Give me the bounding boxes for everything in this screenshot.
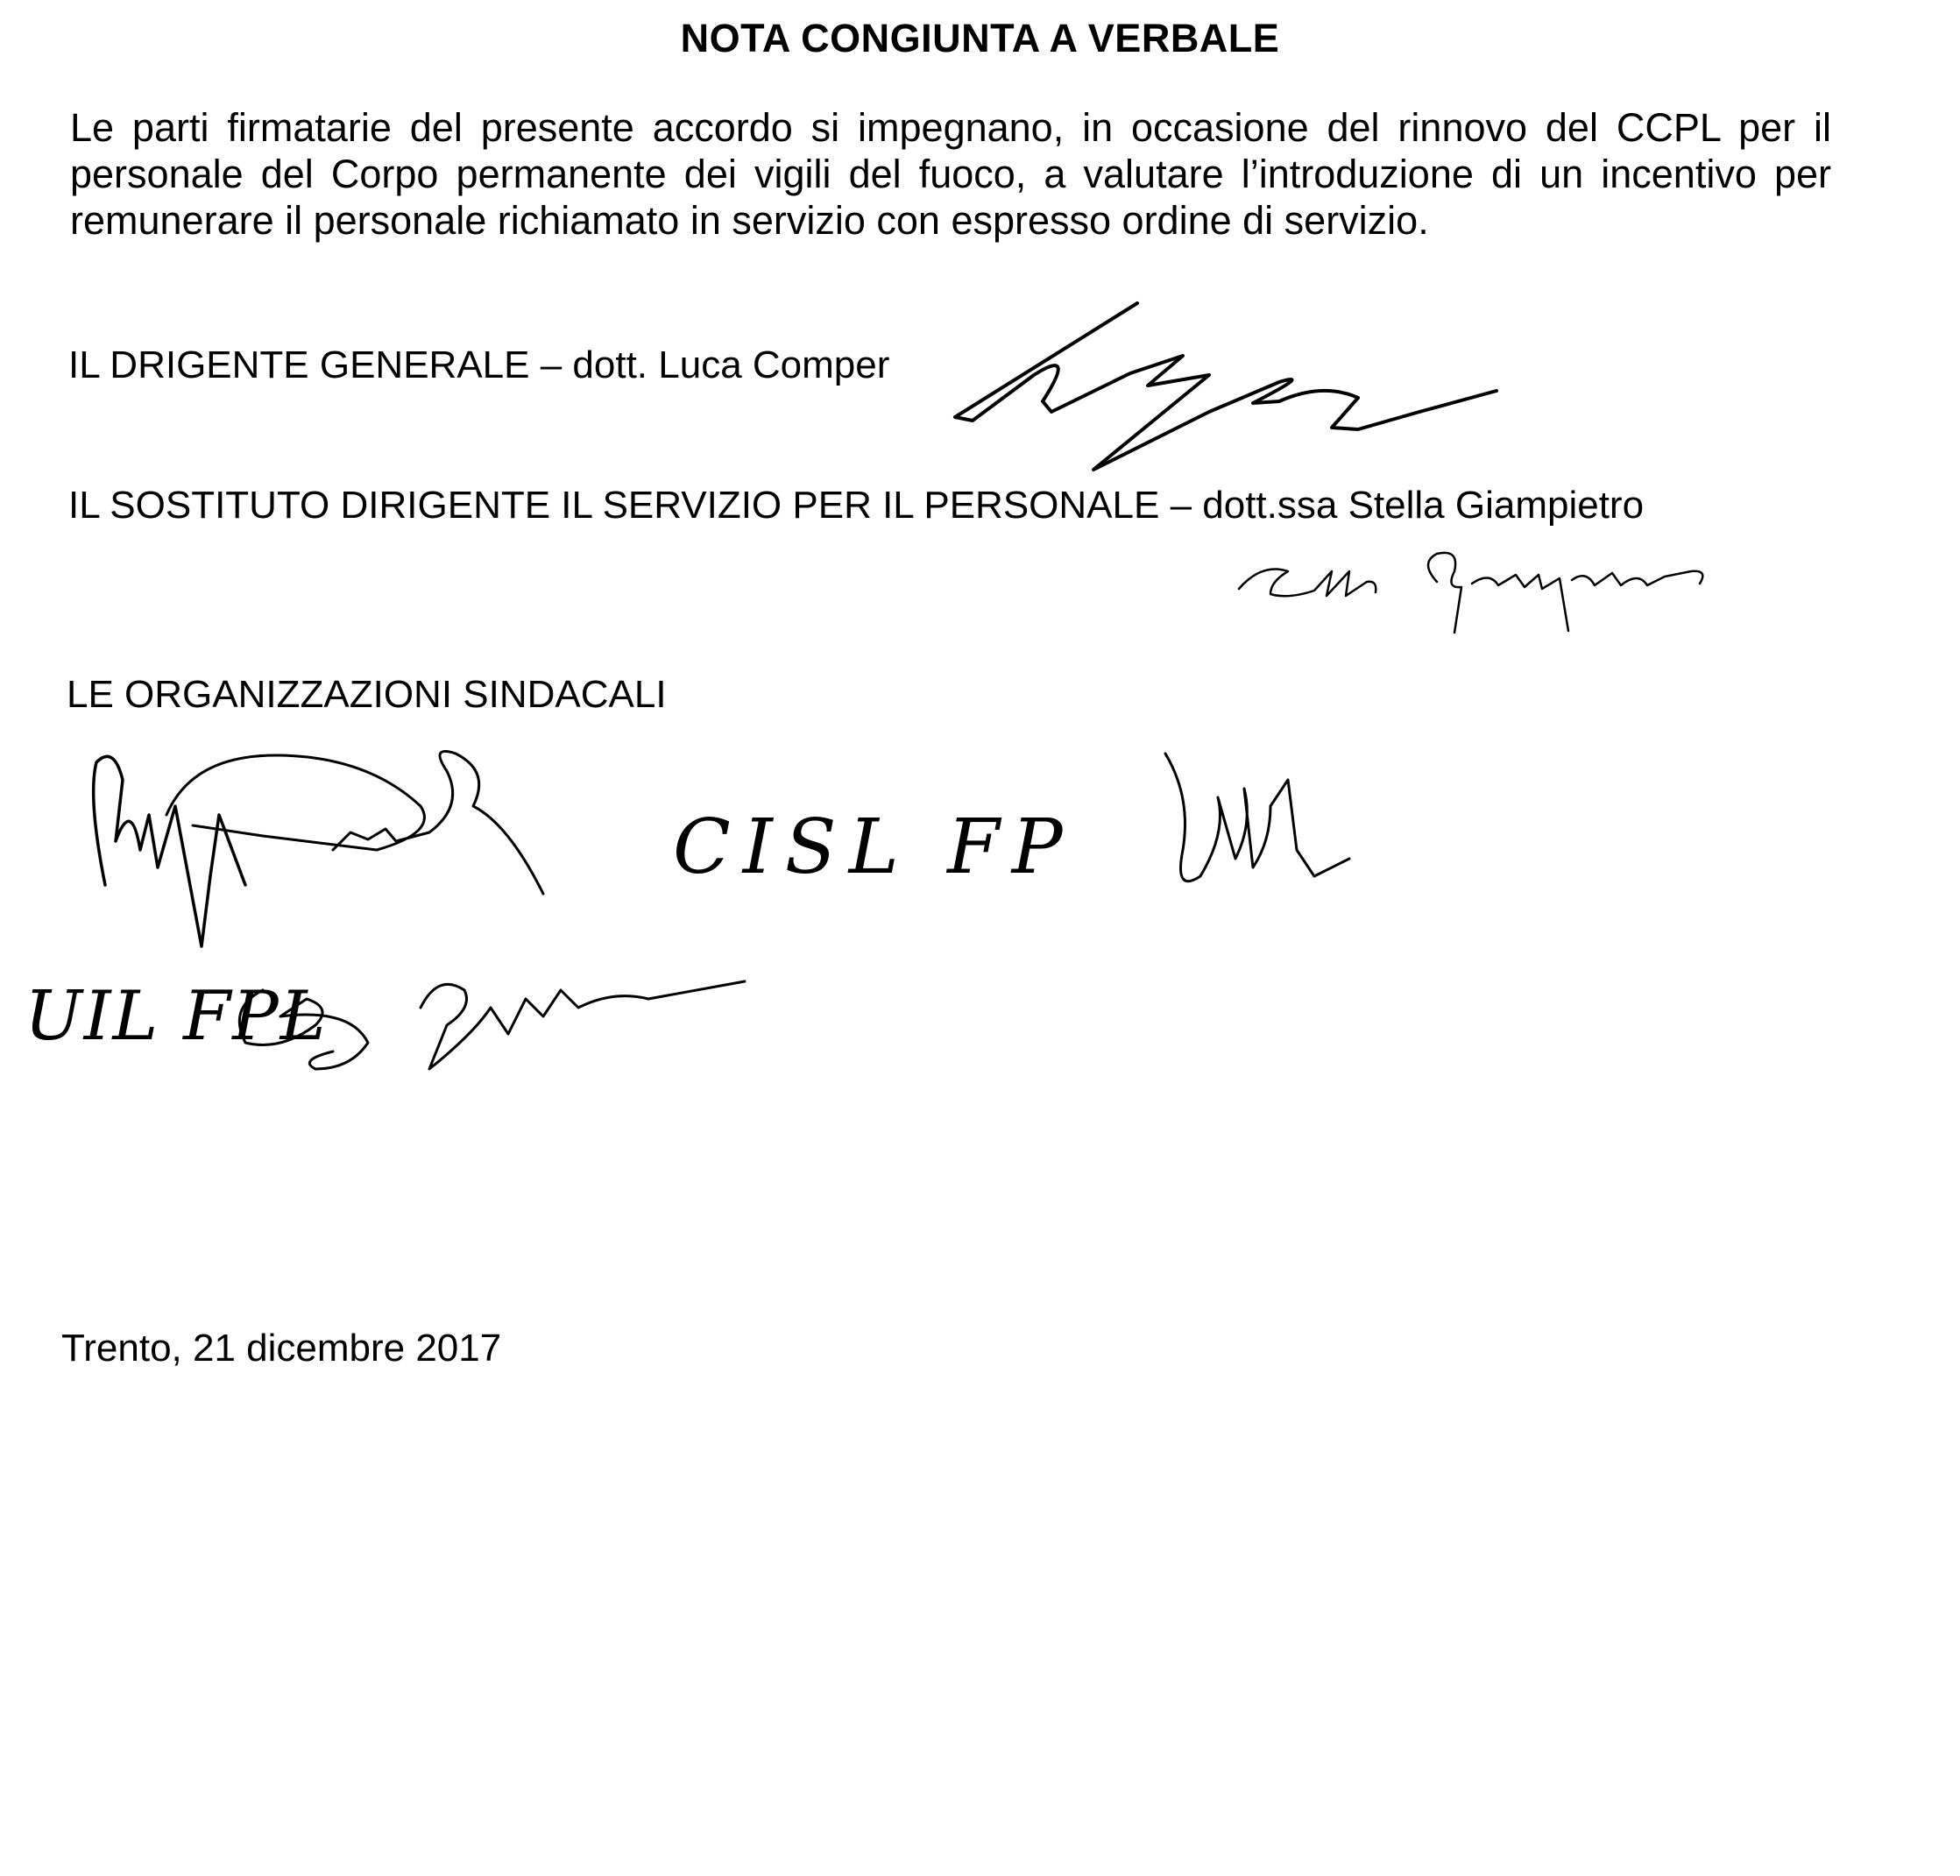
signature-cisl-label [666, 789, 1075, 894]
signature-giampietro [1235, 536, 1726, 641]
signatory-sostituto-dirigente: IL SOSTITUTO DIRIGENTE IL SERVIZIO PER IL PERSONALE – dott.ssa Stella Giampietro [68, 484, 1645, 527]
signatory-dirigente-generale: IL DRIGENTE GENERALE – dott. Luca Comper [68, 343, 890, 386]
signature-union-2 [1157, 745, 1367, 903]
handwritten-cisl-label: CISL FP [673, 803, 1075, 891]
handwritten-uil-label: UIL FPL [25, 977, 328, 1056]
paragraph-line-2: personale del Corpo permanente dei vigili del fuoco, a valutare l’introduzione di un incentivo per [70, 152, 1831, 196]
signatory-organizzazioni-sindacali: LE ORGANIZZAZIONI SINDACALI [67, 673, 667, 716]
signature-uil [18, 955, 771, 1087]
signature-union-1 [70, 745, 578, 964]
document-title: NOTA CONGIUNTA A VERBALE [680, 16, 1280, 60]
paragraph-line-3: remunerare il personale richiamato in servizio con espresso ordine di servizio. [70, 198, 1429, 243]
signature-comper [946, 298, 1595, 482]
paragraph-line-1: Le parti firmatarie del presente accordo si impegnano, in occasione del rinnovo del CCPL per il [70, 105, 1831, 150]
document-date: Trento, 21 dicembre 2017 [61, 1327, 502, 1370]
